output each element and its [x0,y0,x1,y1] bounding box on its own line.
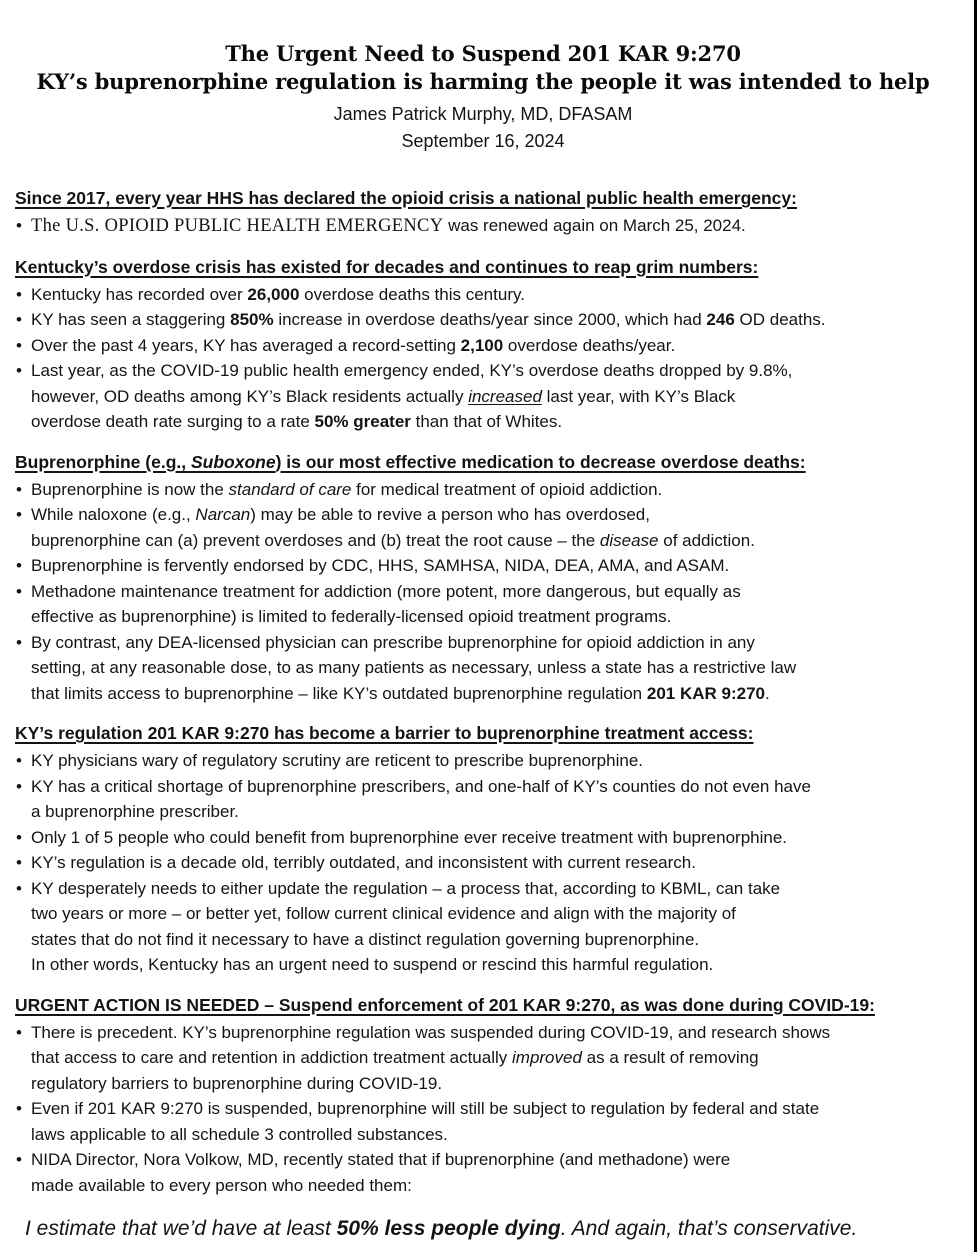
text-segment: KY physicians wary of regulatory scrutiny are reticent to prescribe buprenorphine. [31,751,643,770]
text-segment: 246 [706,310,735,329]
bullet-list [15,477,951,707]
text-segment: KY’s regulation 201 KAR 9:270 has become a barrier to buprenorphine treatment access: [15,723,754,743]
bullet-item [15,1147,951,1198]
text-segment: however, OD deaths among KY’s Black residents actually [31,386,469,406]
bullet-item [15,213,951,240]
bullet-item [15,876,951,978]
text-segment: 26,000 [247,284,300,304]
bullet-item [15,1020,951,1097]
text-segment: effective as buprenorphine) is limited to federally-licensed opioid treatment programs. [31,607,672,626]
text-segment: ) is our most effective medication to decrease overdose deaths: [275,451,806,472]
bullet-list [15,213,951,240]
text-segment: increased [468,386,542,406]
text-segment: laws applicable to all schedule 3 controlled substances. [31,1124,448,1144]
text-segment: of addiction. [658,530,755,550]
text-segment: 50% greater [314,412,411,431]
document-header [15,40,951,155]
text-segment: Over the past 4 years, KY has averaged a record-setting [31,335,461,355]
text-segment: Kentucky has recorded over [31,284,248,304]
text-segment: . And again, that’s conservative. [560,1217,858,1240]
text-segment: increase in overdose deaths/year since 2000, which had [273,310,707,329]
text-segment: 201 KAR 9:270 [646,683,765,703]
text-segment: 2,100 [460,335,504,355]
text-segment: 50% less people dying [336,1217,561,1240]
text-segment: OD deaths. [734,310,826,329]
bullet-item [15,477,951,503]
text-segment: Only 1 of 5 people who could benefit from buprenorphine ever receive treatment with buprenorphine. [31,827,788,847]
text-segment: states that do not find it necessary to have a distinct regulation governing buprenorphine. [31,929,700,949]
text-segment: There is precedent. KY’s buprenorphine regulation was suspended during COVID-19, and research shows [31,1022,831,1042]
document-date: September 16, 2024 [401,131,565,151]
text-segment: setting, at any reasonable dose, to as many patients as necessary, unless a state has a restrictive law [31,658,797,677]
text-segment: Narcan [195,505,251,524]
text-segment: last year, with KY’s Black [541,386,736,406]
section-heading [15,450,951,475]
text-segment: Even if 201 KAR 9:270 is suspended, buprenorphine will still be subject to regulation by federal and state [31,1099,820,1118]
text-segment: KY desperately needs to either update the regulation – a process that, according to KBML, can take [31,878,781,898]
text-segment: Methadone maintenance treatment for addiction (more potent, more dangerous, but equally as [31,581,741,601]
text-segment: 850% [230,310,274,329]
bullet-item [15,1096,951,1147]
section [15,721,951,978]
bullet-item [15,579,951,630]
text-segment: was renewed again on March 25, 2024. [443,216,746,235]
section [15,993,951,1199]
text-segment: Kentucky’s overdose crisis has existed for decades and continues to reap grim numbers: [15,256,759,277]
text-segment: than that of Whites. [410,412,563,431]
bullet-item [15,307,951,333]
text-segment: The U.S. OPIOID PUBLIC HEALTH EMERGENCY [31,216,444,236]
text-segment: disease [599,530,659,550]
text-segment: overdose deaths/year. [503,335,676,355]
bullet-item [15,553,951,579]
section [15,450,951,707]
text-segment: Buprenorphine is fervently endorsed by CDC, HHS, SAMHSA, NIDA, DEA, AMA, and ASAM. [31,556,730,575]
text-segment: In other words, Kentucky has an urgent need to suspend or rescind this harmful regulation. [31,955,714,974]
text-segment: two years or more – or better yet, follow current clinical evidence and align with the majority of [31,904,736,923]
section [15,255,951,435]
section-heading [15,255,951,280]
document-title-line1: The Urgent Need to Suspend 201 KAR 9:270 [225,41,741,66]
section [15,186,951,240]
text-segment: KY’s regulation is a decade old, terribly outdated, and inconsistent with current research. [31,853,696,872]
text-segment: Buprenorphine (e.g., [15,451,191,472]
section-heading [15,721,951,746]
text-segment: KY has seen a staggering [31,310,231,329]
bullet-item [15,333,951,359]
text-segment: standard of care [228,479,352,499]
text-segment: that limits access to buprenorphine – like KY’s outdated buprenorphine regulation [31,683,647,703]
text-segment: Since 2017, every year HHS has declared the opioid crisis a national public health emergency: [15,188,797,208]
text-segment: Buprenorphine is now the [31,479,229,499]
section-heading [15,993,951,1018]
text-segment: By contrast, any DEA-licensed physician can prescribe buprenorphine for opioid addiction in any [31,632,755,652]
text-segment: a buprenorphine prescriber. [31,802,239,821]
bullet-item [15,502,951,553]
bullet-list [15,748,951,978]
bullet-list [15,1020,951,1199]
sections [15,186,951,1198]
text-segment: overdose deaths this century. [299,284,525,304]
bullet-item [15,825,951,851]
bullet-item [15,774,951,825]
text-segment: While naloxone (e.g., [31,505,196,524]
text-segment: regulatory barriers to buprenorphine during COVID-19. [31,1073,443,1093]
text-segment: . [764,683,770,703]
text-segment: Suboxone [190,451,276,472]
document-author: James Patrick Murphy, MD, DFASAM [333,104,633,124]
text-segment: for medical treatment of opioid addiction. [351,479,663,499]
text-segment: as a result of removing [581,1048,759,1067]
text-segment: URGENT ACTION IS NEEDED – Suspend enforcement of 201 KAR 9:270, as was done during COVID-19: [15,994,875,1015]
text-segment: made available to every person who needed them: [31,1175,412,1195]
document-title-line2: KY’s buprenorphine regulation is harming the people it was intended to help [36,69,930,94]
bullet-list [15,282,951,435]
closing-quote [15,1215,951,1242]
text-segment: ) may be able to revive a person who has overdosed, [250,505,650,524]
text-segment: improved [512,1048,582,1067]
section-heading [15,186,951,211]
bullet-item [15,850,951,876]
text-segment: that access to care and retention in addiction treatment actually [31,1048,512,1067]
text-segment: buprenorphine can (a) prevent overdoses and (b) treat the root cause – the [31,530,600,550]
text-segment: KY has a critical shortage of buprenorphine prescribers, and one-half of KY’s counties do not even have [31,776,811,796]
text-segment: I estimate that we’d have at least [25,1217,337,1240]
bullet-item [15,630,951,707]
text-segment: Last year, as the COVID-19 public health emergency ended, KY’s overdose deaths dropped by 9.8%, [31,361,793,380]
bullet-item [15,358,951,435]
bullet-item [15,748,951,774]
bullet-item [15,282,951,308]
text-segment: NIDA Director, Nora Volkow, MD, recently stated that if buprenorphine (and methadone) were [31,1150,731,1169]
text-segment: overdose death rate surging to a rate [31,412,315,431]
